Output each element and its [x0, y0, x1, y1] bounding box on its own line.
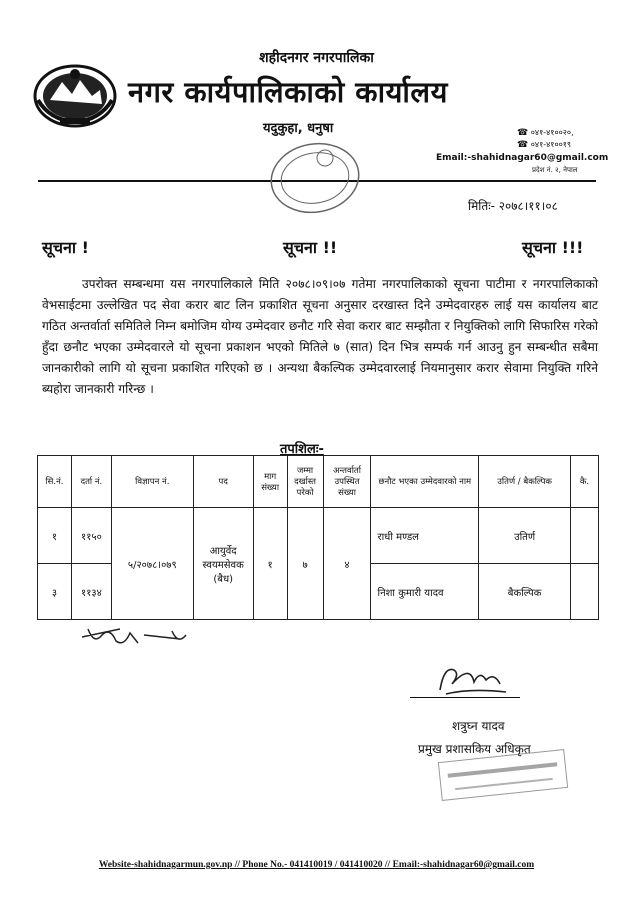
header-email: Email:-shahidnagar60@gmail.com — [436, 153, 609, 163]
cell-remarks — [570, 508, 598, 564]
footer-contact: Website-shahidnagarmun.gov.np // Phone No.- 041410019 / 041410020 // Email:-shahidnagar60@gmail.com — [98, 860, 535, 870]
notice-heading-right: सूचना !!! — [522, 238, 584, 257]
officer-name: शत्रुघ्न यादव — [452, 719, 505, 733]
office-stamp-seal — [265, 138, 365, 218]
candidate-table — [37, 455, 599, 620]
col-header-post: पद — [193, 456, 253, 508]
notice-body: उपरोक्त सम्बन्धमा यस नगरपालिकाले मिति २०७८।०९।०७ गतेमा नगरपालिकाको सूचना पाटीमा र नगरपालिकाको वेभसाईटमा उल्लेखित पद सेवा करार बाट लिन प्रकाशित सूचना अनुसार दरखास्त दिने उम्मेदवारहरु लाई यस कार्यालय बाट गठित अन्तर्वार्ता समितिले निम्न बमोजिम योग्य उम्मेदवार छनौट गरि सेवा करार बाट सम्झौता र नियुक्तिको लागि सिफारिस गरेको हुँदा छनौट भएका उम्मेदवारले यो सूचना प्रकाशन भएको मितिले ७ (सात) दिन भित्र सम्पर्क गर्न आउनु हुन सम्बन्धीत सबैमा जानकारीको लागि यो सूचना प्रकाशित गरिएको छ । अन्यथा बैकल्पिक उम्मेदवारलाई नियमानुसार करार सेवामा नियुक्ति गरिने ब्यहोरा जानकारी गरिन्छ । — [42, 277, 598, 396]
table-row — [38, 508, 599, 564]
cell-candidate-name: राधी मण्डल — [371, 508, 479, 564]
post-line-1: आयुर्वेद — [209, 545, 237, 557]
office-title: नगर कार्यपालिकाको कार्यालय — [128, 75, 448, 109]
cell-remarks — [570, 564, 598, 620]
officer-title: प्रमुख प्रशासकिय अधिकृत — [418, 742, 531, 756]
cell-demand: १ — [253, 508, 287, 620]
notice-date: मितिः- २०७८।११।०८ — [468, 199, 558, 213]
cell-sn: १ — [38, 508, 72, 564]
col-header-interviewed: अन्तर्वार्ता उपस्थित संख्या — [323, 456, 371, 508]
cell-status: उतिर्ण — [479, 508, 571, 564]
cell-sn: ३ — [38, 564, 72, 620]
col-header-applied: जम्मा दर्खास्त परेको — [287, 456, 323, 508]
table-title: तपशिलः- — [280, 442, 324, 457]
post-line-3: (बैध) — [213, 573, 233, 585]
phone-block — [517, 127, 574, 151]
signature-line — [410, 697, 520, 698]
cell-status: बैकल्पिक — [479, 564, 571, 620]
officer-signature — [410, 660, 520, 700]
phone-icon: ☎ — [517, 140, 529, 150]
col-header-status: उतिर्ण / बैकल्पिक — [479, 456, 571, 508]
col-header-reg-no: दर्ता नं. — [71, 456, 111, 508]
col-header-advert-no: विज्ञापन नं. — [111, 456, 193, 508]
handwritten-initials — [80, 625, 190, 649]
table-header-row — [38, 456, 599, 508]
notice-heading-left: सूचना ! — [42, 238, 89, 257]
phone-number-1: ०४१-४१००२०, — [530, 128, 574, 137]
province-label: प्रदेश नं. २, नेपाल — [532, 166, 578, 174]
notice-heading-middle: सूचना !! — [283, 238, 338, 257]
phone-number-2: ०४१-४१००१९ — [530, 140, 572, 149]
municipality-name: शहीदनगर नगरपालिका — [259, 50, 374, 66]
cell-reg-no: ११३४ — [71, 564, 111, 620]
col-header-remarks: कै. — [570, 456, 598, 508]
office-location: यदुकुहा, धनुषा — [263, 121, 334, 136]
col-header-demand: माग संख्या — [253, 456, 287, 508]
col-header-candidate-name: छनौट भएका उम्मेदवारको नाम — [371, 456, 479, 508]
cell-post — [193, 508, 253, 620]
cell-reg-no: ११५० — [71, 508, 111, 564]
cell-candidate-name: निशा कुमारी यादव — [371, 564, 479, 620]
phone-icon: ☎ — [517, 128, 529, 138]
cell-interviewed: ४ — [323, 508, 371, 620]
nepal-emblem-logo — [30, 60, 120, 132]
post-line-2: स्वयमसेवक — [202, 559, 244, 571]
col-header-sn: सि.नं. — [38, 456, 72, 508]
cell-advert-no: ५/२०७८।०७९ — [111, 508, 193, 620]
cell-applied: ७ — [287, 508, 323, 620]
